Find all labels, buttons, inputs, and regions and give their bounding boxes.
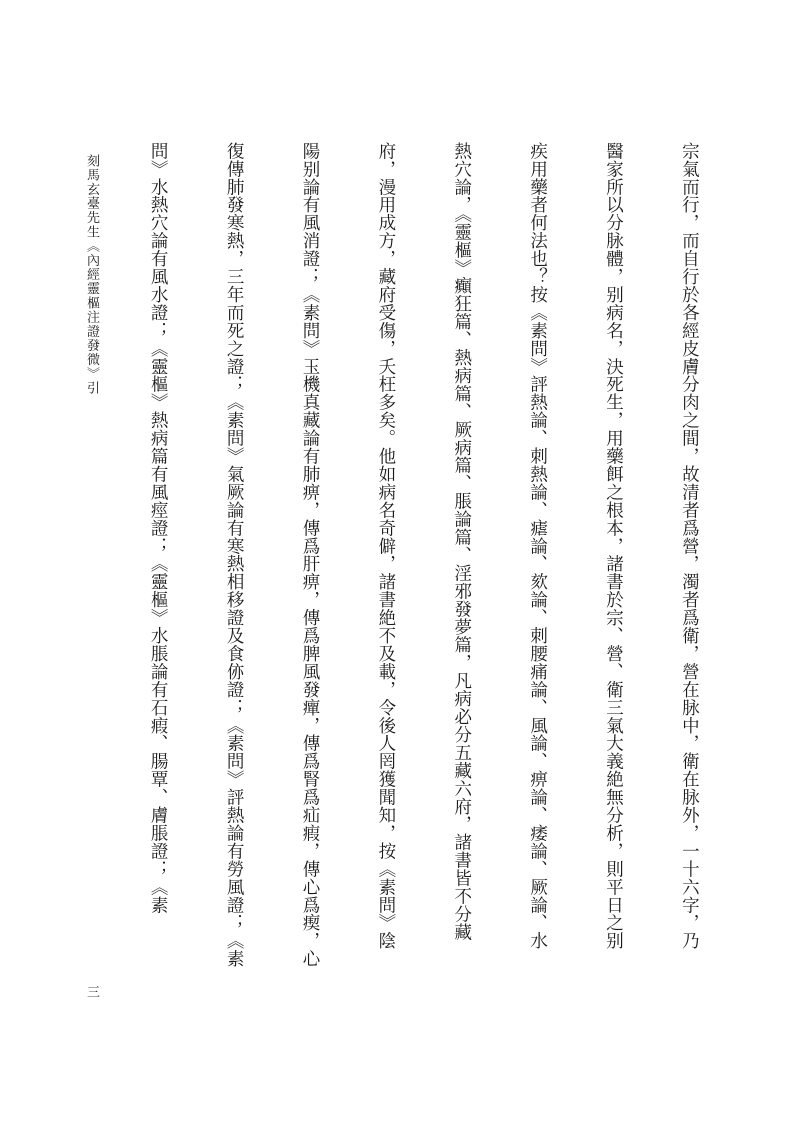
text-column: 復傳肺發寒熱，三年而死之證；《素問》氣厥論有寒熱相移證及食㑊證；《素問》評熱論有勞風證；《素 — [224, 142, 245, 968]
text-column: 醫家所以分脉體，别病名，決死生，用藥餌之根本，諸書於宗、營、衛三氣大義絶無分析，則平日之别 — [603, 142, 624, 950]
page-number: 三 — [84, 985, 99, 998]
text-column: 陽别論有風消證；《素問》玉機真藏論有肺痹，傳爲肝痹，傳爲脾風發癉，傳爲腎爲疝瘕，傳心爲瘈，心 — [299, 142, 320, 968]
running-title: 刻馬玄臺先生《內經靈樞注證發微》引 — [84, 154, 99, 396]
text-column: 宗氣而行，而自行於各經皮膚分肉之間，故清者爲營，濁者爲衛，營在脉中，衛在脉外，一十六字，乃 — [679, 142, 700, 950]
text-column: 問》水熱穴論有風水證；《靈樞》熱病篇有風痙證；《靈樞》水脹論有石瘕、腸覃、膚脹證；《素 — [148, 142, 169, 914]
body-text — [142, 142, 752, 1012]
text-column: 熱穴論，《靈樞》癲狂篇、熱病篇、厥病篇、脹論篇、淫邪發夢篇，凡病必分五藏六府，諸書皆不分藏 — [451, 142, 472, 941]
text-column: 疾用藥者何法也？按《素問》評熱論、刺熱論、瘧論、欬論、刺腰痛論、風論、痹論、痿論、厥論、水 — [527, 142, 548, 950]
text-column: 府，漫用成方，藏府受傷，夭枉多矣。他如病名奇僻，諸書絶不及載，令後人罔獲聞知，按《素問》陰 — [375, 142, 396, 950]
